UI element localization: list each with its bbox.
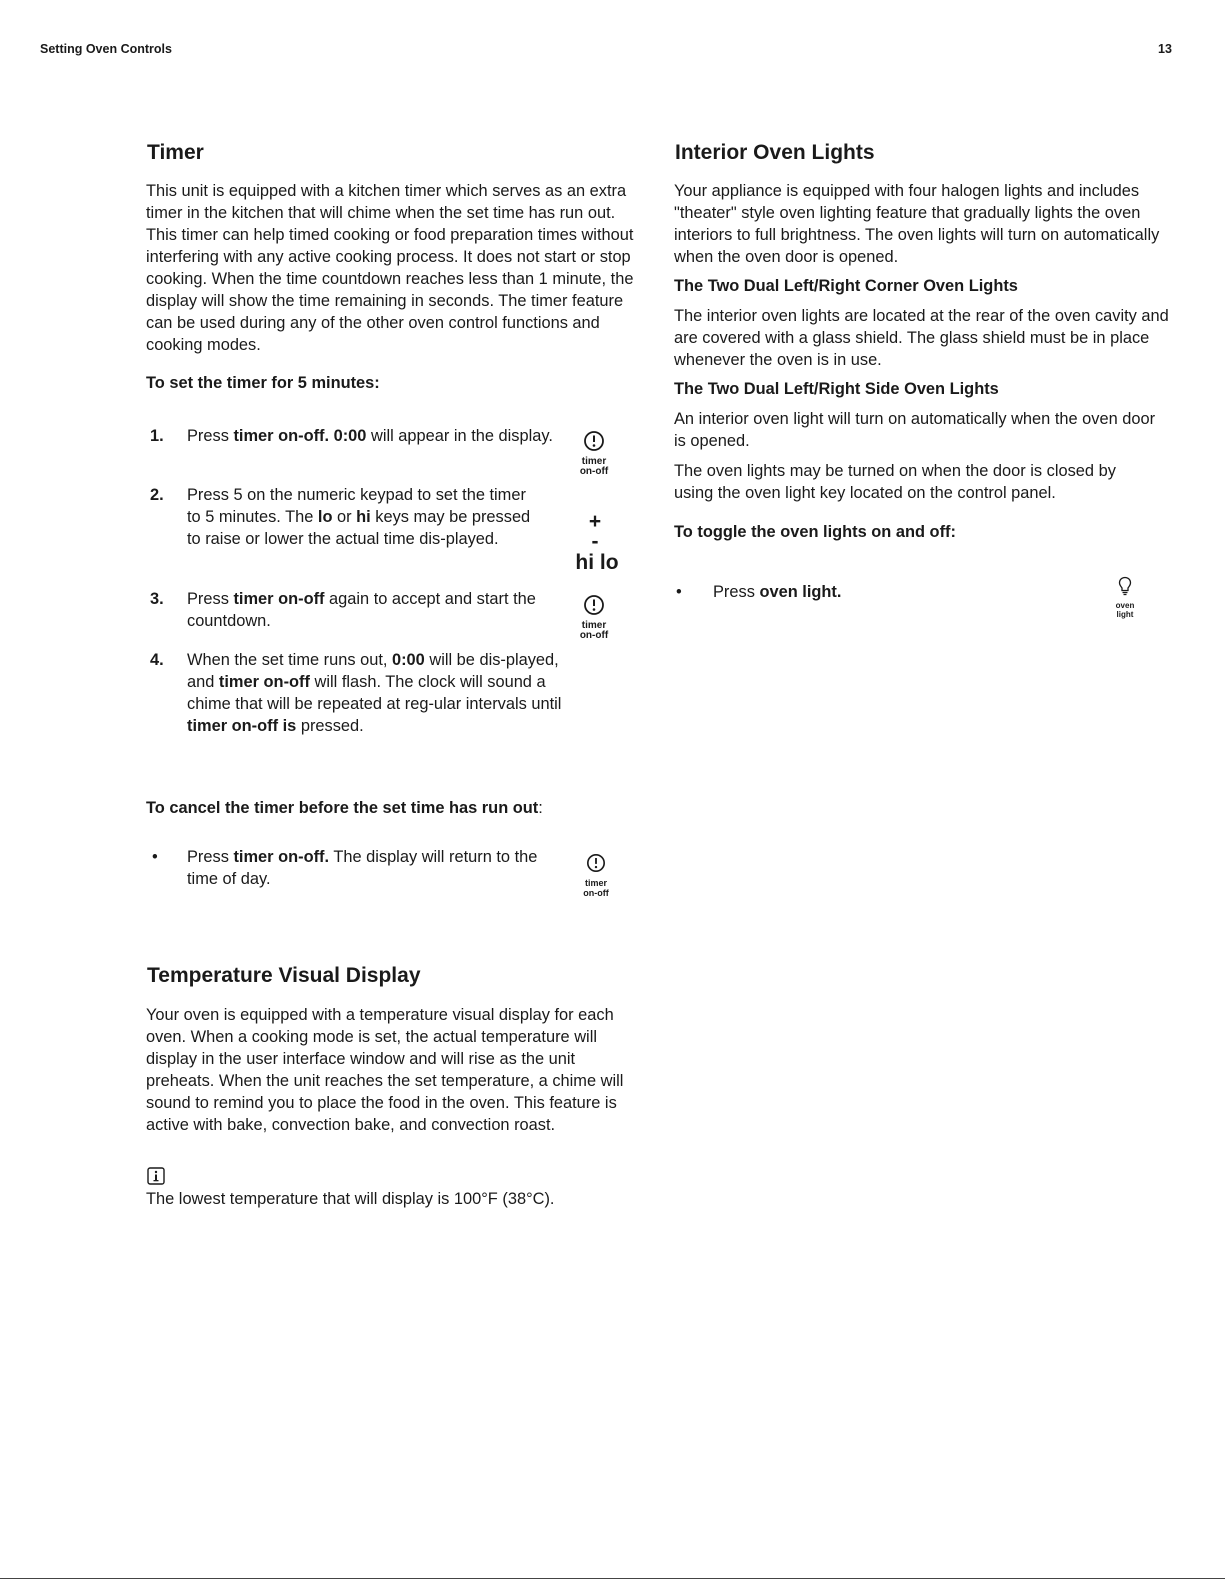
oven-light-key-icon	[1108, 576, 1142, 619]
timer-step-2	[150, 484, 540, 550]
bullet: •	[676, 583, 682, 601]
step-text: or	[332, 508, 357, 526]
timer-step-3	[150, 588, 570, 632]
timer-intro-paragraph: This unit is equipped with a kitchen timer which serves as an extra timer in the kitchen that will chime when the set time has run out. This timer can help timed cooking or food preparation times without interfering with any active cooking process. It does not start or stop cooking. When the time countdown reaches less than 1 minute, the display will show the time remaining in seconds. The timer feature can be used during any of the other oven control functions and cooking modes.	[146, 182, 634, 354]
page-number: 13	[1158, 42, 1172, 56]
step-text: Press 5 on the numeric keypad to set the timer to 5 minutes. The	[187, 486, 526, 526]
icon-label: on-off	[579, 630, 609, 641]
side-lights-paragraph-1: An interior oven light will turn on automatically when the oven door is opened.	[674, 410, 1156, 450]
toggle-lights-heading: To toggle the oven lights on and off:	[674, 523, 956, 541]
step-text: When the set time runs out,	[187, 651, 392, 669]
set-timer-heading: To set the timer for 5 minutes:	[146, 374, 380, 392]
side-lights-heading: The Two Dual Left/Right Side Oven Lights	[674, 380, 999, 398]
toggle-lights-bullet	[676, 581, 842, 603]
hi-lo-label: hi lo	[575, 551, 619, 574]
step-text: will flash. The clock will sound a chime that will be repeated at reg-ular intervals until	[187, 673, 562, 713]
clock-icon	[583, 430, 605, 452]
step-text: will be dis-played, and	[187, 651, 559, 691]
timer-on-off-icon	[572, 430, 616, 477]
step-key-label: lo	[317, 508, 333, 526]
icon-label: oven	[1115, 601, 1135, 610]
step-text: The display will return to the time of day.	[187, 848, 538, 888]
hi-lo-keys-icon	[568, 512, 626, 574]
step-text: will appear in the display.	[366, 427, 553, 445]
step-text: Press	[187, 590, 234, 608]
step-text: keys may be pressed to raise or lower the actual time dis-played.	[187, 508, 531, 548]
timer-heading: Timer	[147, 141, 204, 164]
step-number: 3.	[150, 590, 164, 608]
running-header-section: Setting Oven Controls	[40, 42, 172, 56]
interior-lights-intro: Your appliance is equipped with four halogen lights and includes "theater" style oven lighting feature that gradually lights the oven interiors to full brightness. The oven lights will turn on automatically when the oven door is opened.	[674, 182, 1160, 266]
cancel-heading-colon: :	[538, 799, 543, 817]
page-bottom-rule	[0, 1578, 1225, 1579]
step-key-label: timer on-off is	[187, 717, 297, 735]
corner-lights-heading: The Two Dual Left/Right Corner Oven Lights	[674, 277, 1018, 295]
timer-on-off-icon	[572, 594, 616, 641]
step-text: Press	[713, 583, 760, 601]
timer-step-1	[150, 425, 570, 447]
icon-label: on-off	[579, 466, 609, 477]
cancel-timer-bullet	[150, 846, 550, 890]
icon-label: light	[1116, 610, 1134, 619]
step-text: Press	[187, 427, 234, 445]
info-icon	[147, 1167, 165, 1185]
step-number: 2.	[150, 486, 164, 504]
step-key-label: timer on-off	[218, 673, 310, 691]
temperature-note: The lowest temperature that will display is 100°F (38°C).	[146, 1190, 555, 1208]
cancel-heading-text: To cancel the timer before the set time has run out	[146, 799, 539, 817]
corner-lights-paragraph: The interior oven lights are located at the rear of the oven cavity and are covered with a glass shield. The glass shield must be in place whenever the oven is in use.	[674, 307, 1169, 369]
cancel-timer-heading	[146, 797, 543, 819]
step-text: Press	[187, 848, 234, 866]
step-key-label: 0:00	[391, 651, 425, 669]
temperature-display-heading: Temperature Visual Display	[147, 964, 421, 987]
light-bulb-icon	[1118, 576, 1132, 596]
step-key-label: timer on-off	[233, 590, 325, 608]
step-key-label: oven light.	[759, 583, 842, 601]
icon-label: timer	[584, 878, 607, 888]
icon-label: on-off	[583, 888, 609, 898]
step-number: 4.	[150, 651, 164, 669]
clock-icon	[583, 594, 605, 616]
icon-label: timer	[581, 456, 607, 467]
plus-minus-symbols: + -	[588, 510, 612, 553]
step-key-label: hi	[356, 508, 371, 526]
timer-on-off-icon	[574, 853, 618, 898]
icon-label: timer	[581, 620, 607, 631]
bullet: •	[152, 848, 158, 866]
interior-lights-heading: Interior Oven Lights	[675, 141, 875, 164]
step-text: pressed.	[296, 717, 364, 735]
step-key-label: timer on-off.	[233, 848, 330, 866]
side-lights-paragraph-2: The oven lights may be turned on when the door is closed by using the oven light key located on the control panel.	[674, 462, 1116, 502]
step-text: again to accept and start the countdown.	[187, 590, 536, 630]
temperature-display-paragraph: Your oven is equipped with a temperature visual display for each oven. When a cooking mode is set, the actual temperature will display in the user interface window and will rise as the unit preheats. When the unit reaches the set temperature, a chime will sound to remind you to place the food in the oven. This feature is active with bake, convection bake, and convection roast.	[146, 1006, 624, 1134]
clock-icon	[586, 853, 606, 873]
step-key-label: timer on-off. 0:00	[233, 427, 367, 445]
timer-step-4	[150, 649, 570, 737]
step-number: 1.	[150, 427, 164, 445]
